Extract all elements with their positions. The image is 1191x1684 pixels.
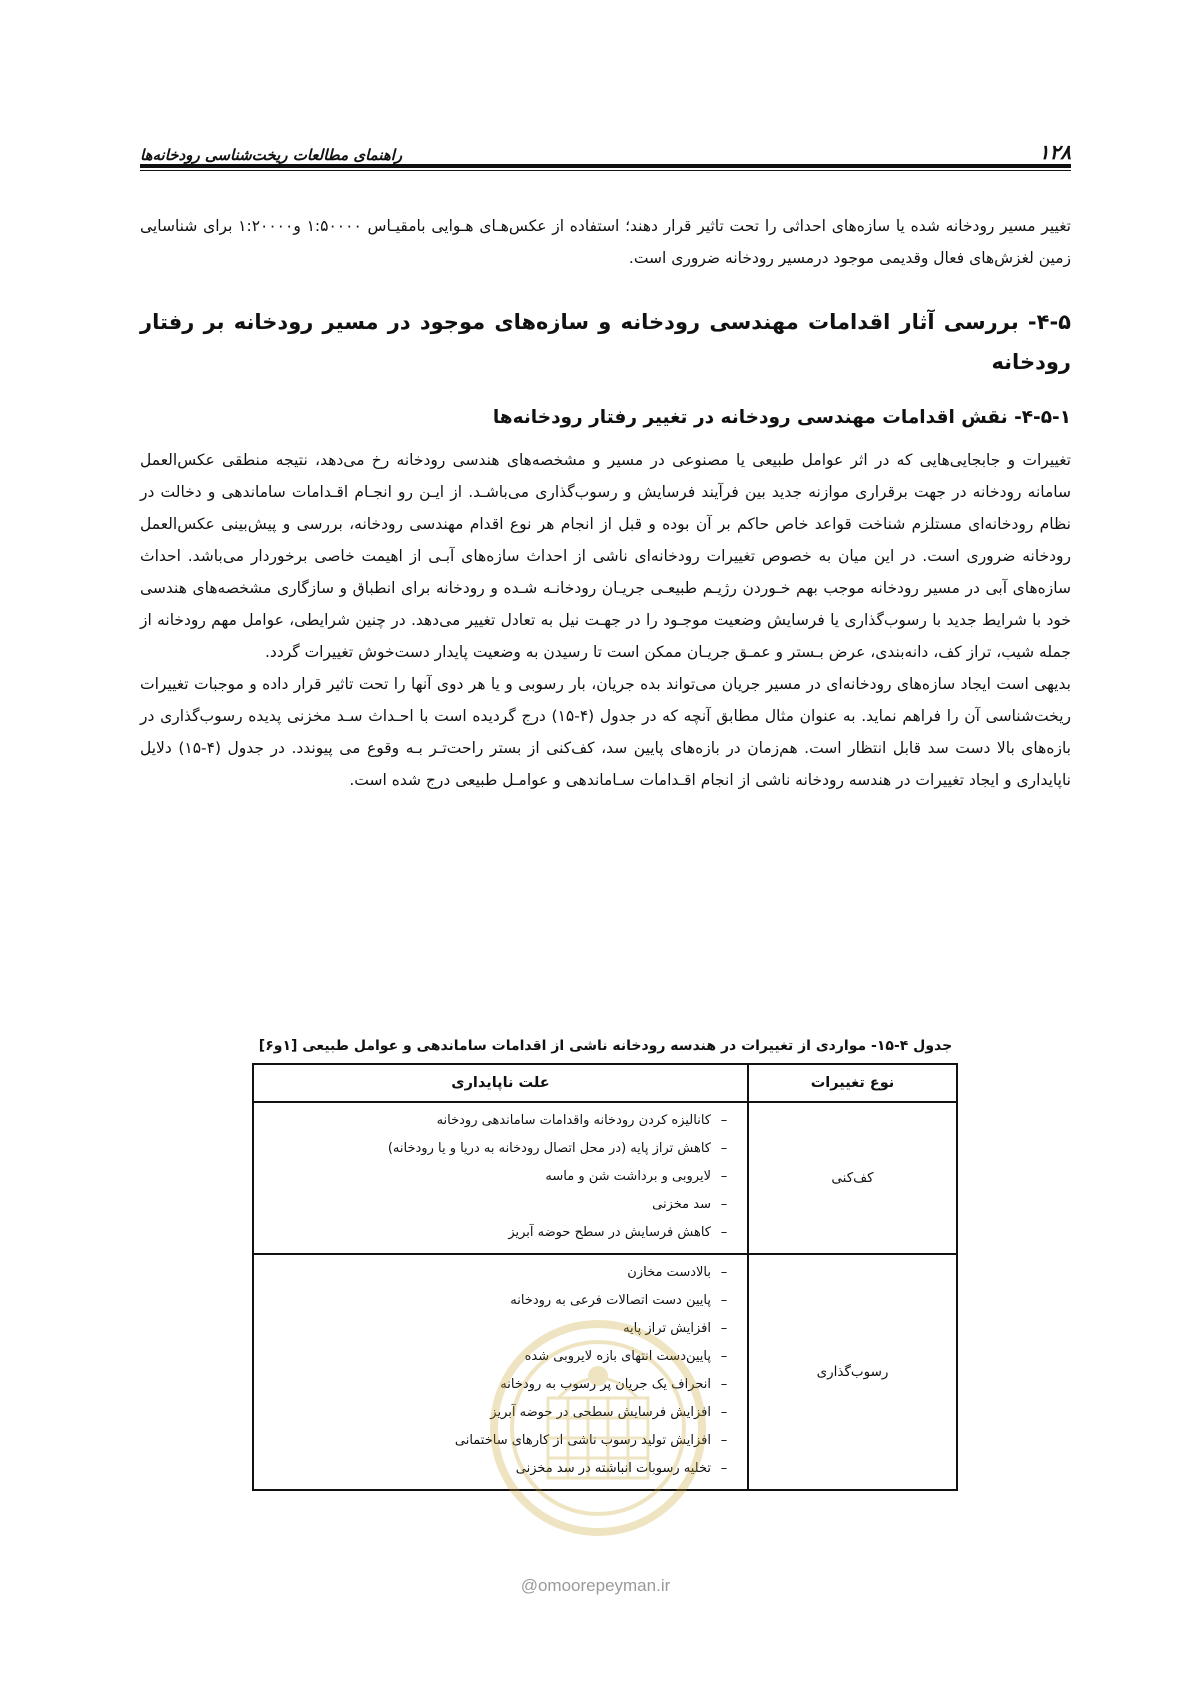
watermark-seal-icon: [488, 1318, 708, 1538]
section-heading: ۴-۵- بررسی آثار اقدامات مهندسی رودخانه و سازه‌های موجود در مسیر رودخانه بر رفتار رودخانه: [140, 310, 1071, 374]
dash-bullet: –: [720, 1405, 728, 1420]
reason-text: پایین‌دست انتهای بازه لایروبی شده: [524, 1349, 711, 1364]
reason-text: کاهش فرسایش در سطح حوضه آبریز: [508, 1225, 711, 1240]
dash-bullet: –: [720, 1141, 728, 1156]
column-header-type: نوع تغییرات: [748, 1064, 957, 1102]
reason-text: تخلیه رسوبات انباشته در سد مخزنی: [515, 1461, 711, 1476]
reason-text: کانالیزه کردن رودخانه واقدامات ساماندهی رودخانه: [436, 1113, 711, 1128]
dash-bullet: –: [720, 1265, 728, 1280]
reason-text: بالادست مخازن: [627, 1265, 711, 1280]
dash-bullet: –: [720, 1377, 728, 1392]
dash-bullet: –: [720, 1349, 728, 1364]
page-header: [140, 128, 1071, 164]
page-content: [140, 210, 1071, 796]
reason-text: انحراف یک جریان پر رسوب به رودخانه: [500, 1377, 711, 1392]
dash-bullet: –: [720, 1113, 728, 1128]
reasons-cell: [253, 1102, 748, 1254]
change-type-cell: کف‌کنی: [748, 1102, 957, 1254]
reason-text: افزایش تولید رسوب ناشی از کارهای ساختمانی: [454, 1433, 711, 1448]
watermark-url: @omoorepeyman.ir: [520, 1576, 671, 1595]
running-title: راهنمای مطالعات ریخت‌شناسی رودخانه‌ها: [140, 146, 403, 164]
reason-text: افزایش فرسایش سطحی در حوضه آبریز: [490, 1405, 711, 1420]
dash-bullet: –: [720, 1321, 728, 1336]
body-paragraph-1: تغییرات و جابجایی‌هایی که در اثر عوامل طبیعی یا مصنوعی در مسیر و مشخصه‌های هندسی رودخانه رخ می‌دهد، نتیجه منطقی عکس‌العمل سامانه رودخانه در جهت برقراری موازنه جدید بین فرآیند فرسایش و رسوب‌گذاری می‌باشـد. از ایـن رو انجـام اقـدامات ساماندهی و دخالت در نظام رودخانه‌ای مستلزم شناخت قواعد خاص حاکم بر آن بوده و قبل از انجام هر نوع اقدام مهندسی رودخانه، بررسی و پیش‌بینی عکس‌العمل رودخانه ضروری است. در این میان به خصوص تغییرات رودخانه‌ای ناشی از احداث سازه‌های آبـی از اهیمت خاصی برخوردار می‌باشد. احداث سازه‌های آبی در مسیر رودخانه موجب بهم خـوردن رژیـم طبیعـی جریـان رودخانـه شـده و رودخانه برای انطباق و سازگاری مشخصه‌های هندسی خود با شرایط جدید با رسوب‌گذاری یا فرسایش وضعیت موجـود را در جهـت نیل به تعادل تغییر می‌دهد. در چنین شرایطی، عوامل مهم رودخانه از جمله شیب، تراز کف، دانه‌بندی، عرض بـستر و عمـق جریـان ممکن است تا رسیدن به وضعیت پایدار دست‌خوش تغییرات گردد.: [140, 451, 1071, 661]
dash-bullet: –: [720, 1433, 728, 1448]
header-rule-thick: [140, 164, 1071, 168]
table-header-row: [253, 1064, 957, 1102]
dash-bullet: –: [720, 1197, 728, 1212]
change-type-cell: رسوب‌گذاری: [748, 1254, 957, 1490]
column-header-reason: علت ناپایداری: [253, 1064, 748, 1102]
reason-text: لایروبی و برداشت شن و ماسه: [545, 1169, 711, 1184]
page-number: ۱۲۸: [1038, 140, 1071, 164]
table-row: [253, 1102, 957, 1254]
header-rule-thin: [140, 170, 1071, 171]
reason-text: کاهش تراز پایه (در محل اتصال رودخانه به دریا و یا رودخانه): [387, 1141, 711, 1156]
list-item: [264, 1163, 737, 1191]
subsection-heading: ۴-۵-۱- نقش اقدامات مهندسی رودخانه در تغییر رفتار رودخانه‌ها: [492, 407, 1071, 428]
reason-text: افزایش تراز پایه: [623, 1321, 711, 1336]
list-item: [264, 1135, 737, 1163]
list-item: [264, 1259, 737, 1287]
table-caption: جدول ۴-۱۵- مواردی از تغییرات در هندسه رودخانه ناشی از اقدامات ساماندهی و عوامل طبیعی [۱و۶]: [258, 1038, 953, 1054]
list-item: [264, 1219, 737, 1247]
intro-paragraph: تغییر مسیر رودخانه شده یا سازه‌های احداثی را تحت تاثیر قرار دهند؛ استفاده از عکس‌هـای هـوایی بامقیـاس ۱:۵۰۰۰۰ و۱:۲۰۰۰۰ برای شناسایی زمین لغزش‌های فعال وقدیمی موجود درمسیر رودخانه ضروری است.: [140, 217, 1071, 267]
dash-bullet: –: [720, 1225, 728, 1240]
dash-bullet: –: [720, 1461, 728, 1476]
reason-list: [264, 1107, 737, 1247]
list-item: [264, 1287, 737, 1315]
dash-bullet: –: [720, 1293, 728, 1308]
dash-bullet: –: [720, 1169, 728, 1184]
list-item: [264, 1107, 737, 1135]
reason-text: پایین دست اتصالات فرعی به رودخانه: [510, 1293, 711, 1308]
reason-text: سد مخزنی: [652, 1197, 711, 1212]
list-item: [264, 1191, 737, 1219]
body-paragraph-2: بدیهی است ایجاد سازه‌های رودخانه‌ای در مسیر جریان می‌تواند بده جریان، بار رسوبی و یا هر دوی آنها را تحت تاثیر قرار داده و موجبات تغییرات ریخت‌شناسی آن را فراهم نماید. به عنوان مثال مطابق آنچه که در جدول (۴-۱۵) درج گردیده است با احـداث سـد مخزنی پدیده رسوب‌گذاری در بازه‌های بالا دست سد قابل انتظار است. هم‌زمان در بازه‌های پایین سد، کف‌کنی از بستر راحت‌تـر بـه وقوع می پیوندد. در جدول (۴-۱۵) دلایل ناپایداری و ایجاد تغییرات در هندسه رودخانه ناشی از انجام اقـدامات سـاماندهی و عوامـل طبیعی درج شده است.: [140, 675, 1071, 789]
